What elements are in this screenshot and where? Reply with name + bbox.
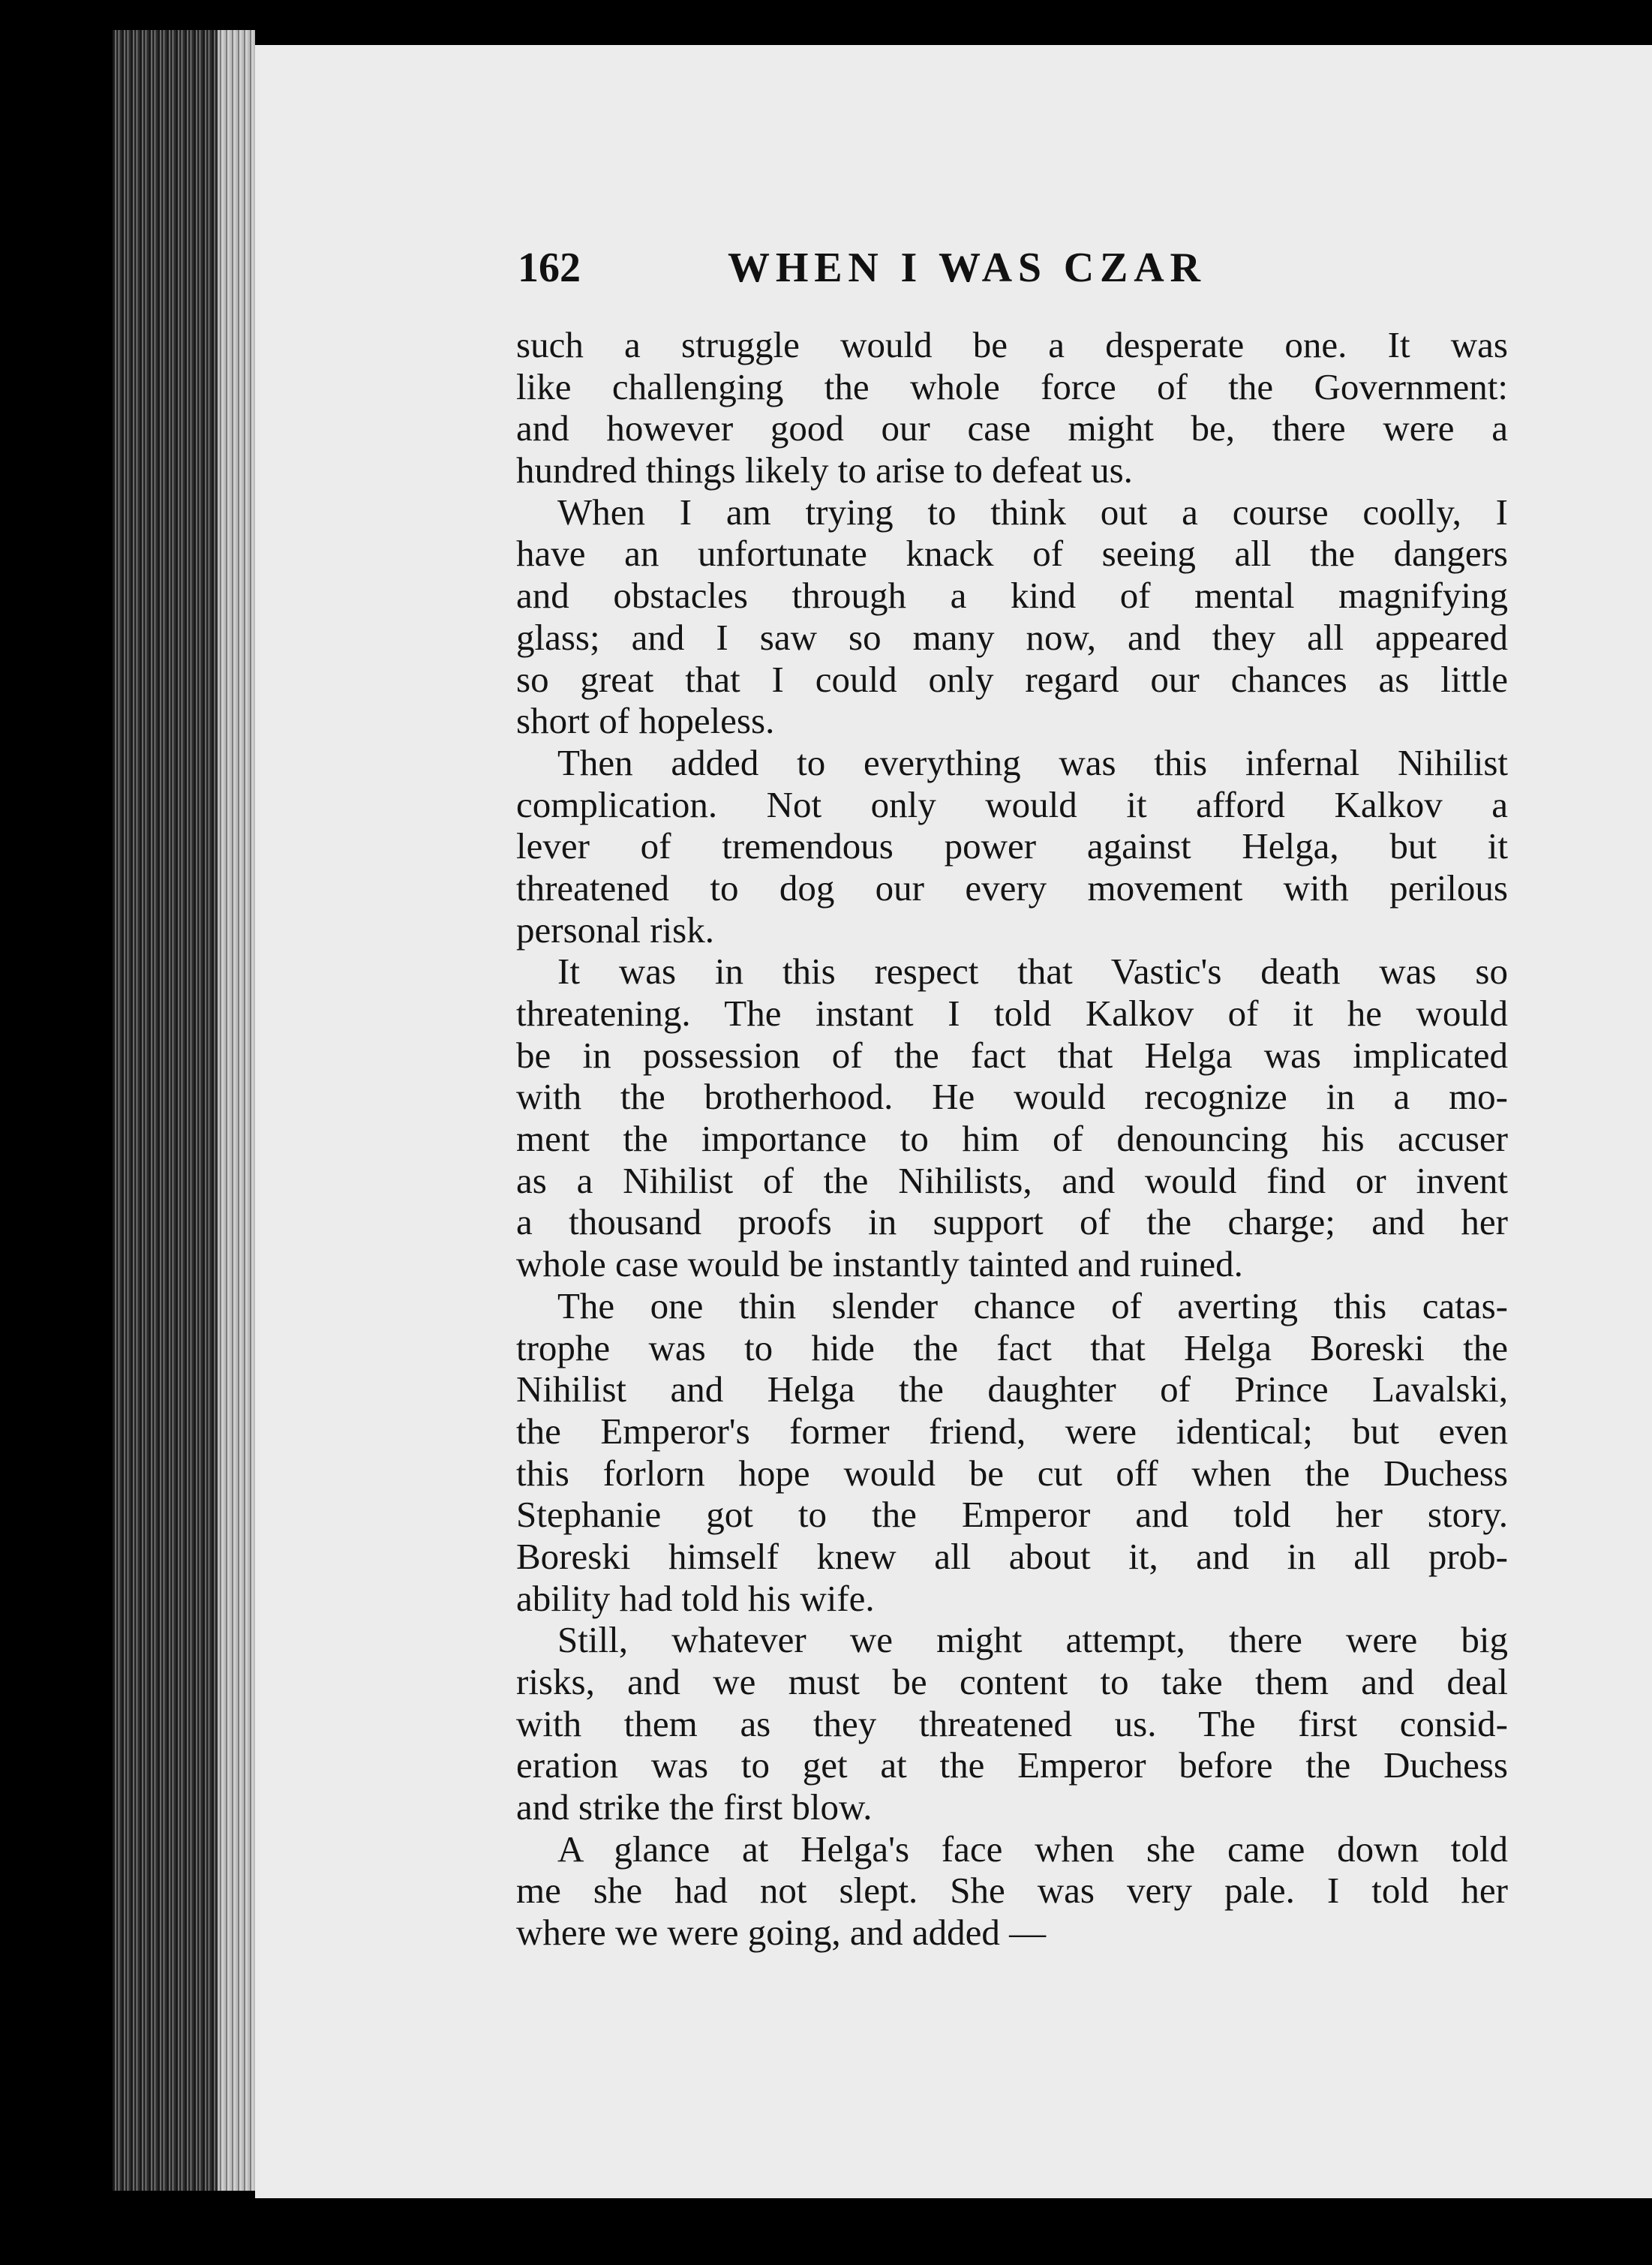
text-line: complication. Not only would it afford Kalkov a bbox=[516, 783, 1508, 825]
text-line: short of hopeless. bbox=[516, 700, 775, 742]
text-line: with them as they threatened us. The first consid- bbox=[516, 1702, 1508, 1744]
page-number: 162 bbox=[518, 245, 581, 291]
running-title: WHEN I WAS CZAR bbox=[728, 245, 1206, 291]
text-line: A glance at Helga's face when she came down told bbox=[557, 1828, 1508, 1870]
text-line: threatening. The instant I told Kalkov of it he would bbox=[516, 993, 1508, 1034]
page-header bbox=[518, 244, 1508, 304]
text-line: It was in this respect that Vastic's death was so bbox=[557, 951, 1508, 993]
text-line: so great that I could only regard our chances as little bbox=[516, 658, 1508, 700]
text-line: this forlorn hope would be cut off when the Duchess bbox=[516, 1452, 1508, 1494]
text-line: a thousand proofs in support of the charge; and her bbox=[516, 1201, 1508, 1243]
text-line: lever of tremendous power against Helga, but it bbox=[516, 825, 1508, 867]
text-line: hundred things likely to arise to defeat us. bbox=[516, 449, 1133, 491]
text-line: threatened to dog our every movement with perilous bbox=[516, 867, 1508, 909]
text-line: Stephanie got to the Emperor and told her story. bbox=[516, 1494, 1508, 1536]
text-line: The one thin slender chance of averting this catas- bbox=[557, 1284, 1508, 1326]
text-line: with the brotherhood. He would recognize in a mo- bbox=[516, 1076, 1508, 1118]
body-text bbox=[516, 324, 1508, 1954]
text-line: like challenging the whole force of the Government: bbox=[516, 365, 1508, 407]
text-line: trophe was to hide the fact that Helga Boreski the bbox=[516, 1326, 1508, 1368]
text-line: such a struggle would be a desperate one. It was bbox=[516, 324, 1508, 365]
text-line: Then added to everything was this infernal Nihilist bbox=[557, 741, 1508, 783]
text-line: the Emperor's former friend, were identical; but even bbox=[516, 1410, 1508, 1452]
text-line: have an unfortunate knack of seeing all the dangers bbox=[516, 533, 1508, 575]
text-line: and strike the first blow. bbox=[516, 1786, 873, 1828]
text-line: as a Nihilist of the Nihilists, and would find or invent bbox=[516, 1159, 1508, 1201]
text-line: ment the importance to him of denouncing his accuser bbox=[516, 1118, 1508, 1160]
text-line: ability had told his wife. bbox=[516, 1577, 875, 1619]
book-page-edges-light bbox=[218, 30, 255, 2191]
text-line: Nihilist and Helga the daughter of Prince Lavalski, bbox=[516, 1368, 1508, 1410]
text-line: be in possession of the fact that Helga was implicated bbox=[516, 1034, 1508, 1076]
text-line: and however good our case might be, there were a bbox=[516, 407, 1508, 449]
text-line: me she had not slept. She was very pale. I told her bbox=[516, 1870, 1508, 1912]
text-line: eration was to get at the Emperor before the Duchess bbox=[516, 1744, 1508, 1786]
text-line: whole case would be instantly tainted and ruined. bbox=[516, 1243, 1243, 1285]
text-line: glass; and I saw so many now, and they all appeared bbox=[516, 616, 1508, 658]
text-line: personal risk. bbox=[516, 909, 714, 951]
text-line: risks, and we must be content to take them and deal bbox=[516, 1661, 1508, 1702]
text-line: and obstacles through a kind of mental magnifying bbox=[516, 575, 1508, 617]
text-line: When I am trying to think out a course coolly, I bbox=[557, 491, 1508, 533]
text-line: Boreski himself knew all about it, and in all prob- bbox=[516, 1535, 1508, 1577]
text-line: where we were going, and added — bbox=[516, 1912, 1047, 1954]
text-line: Still, whatever we might attempt, there were big bbox=[557, 1619, 1508, 1661]
